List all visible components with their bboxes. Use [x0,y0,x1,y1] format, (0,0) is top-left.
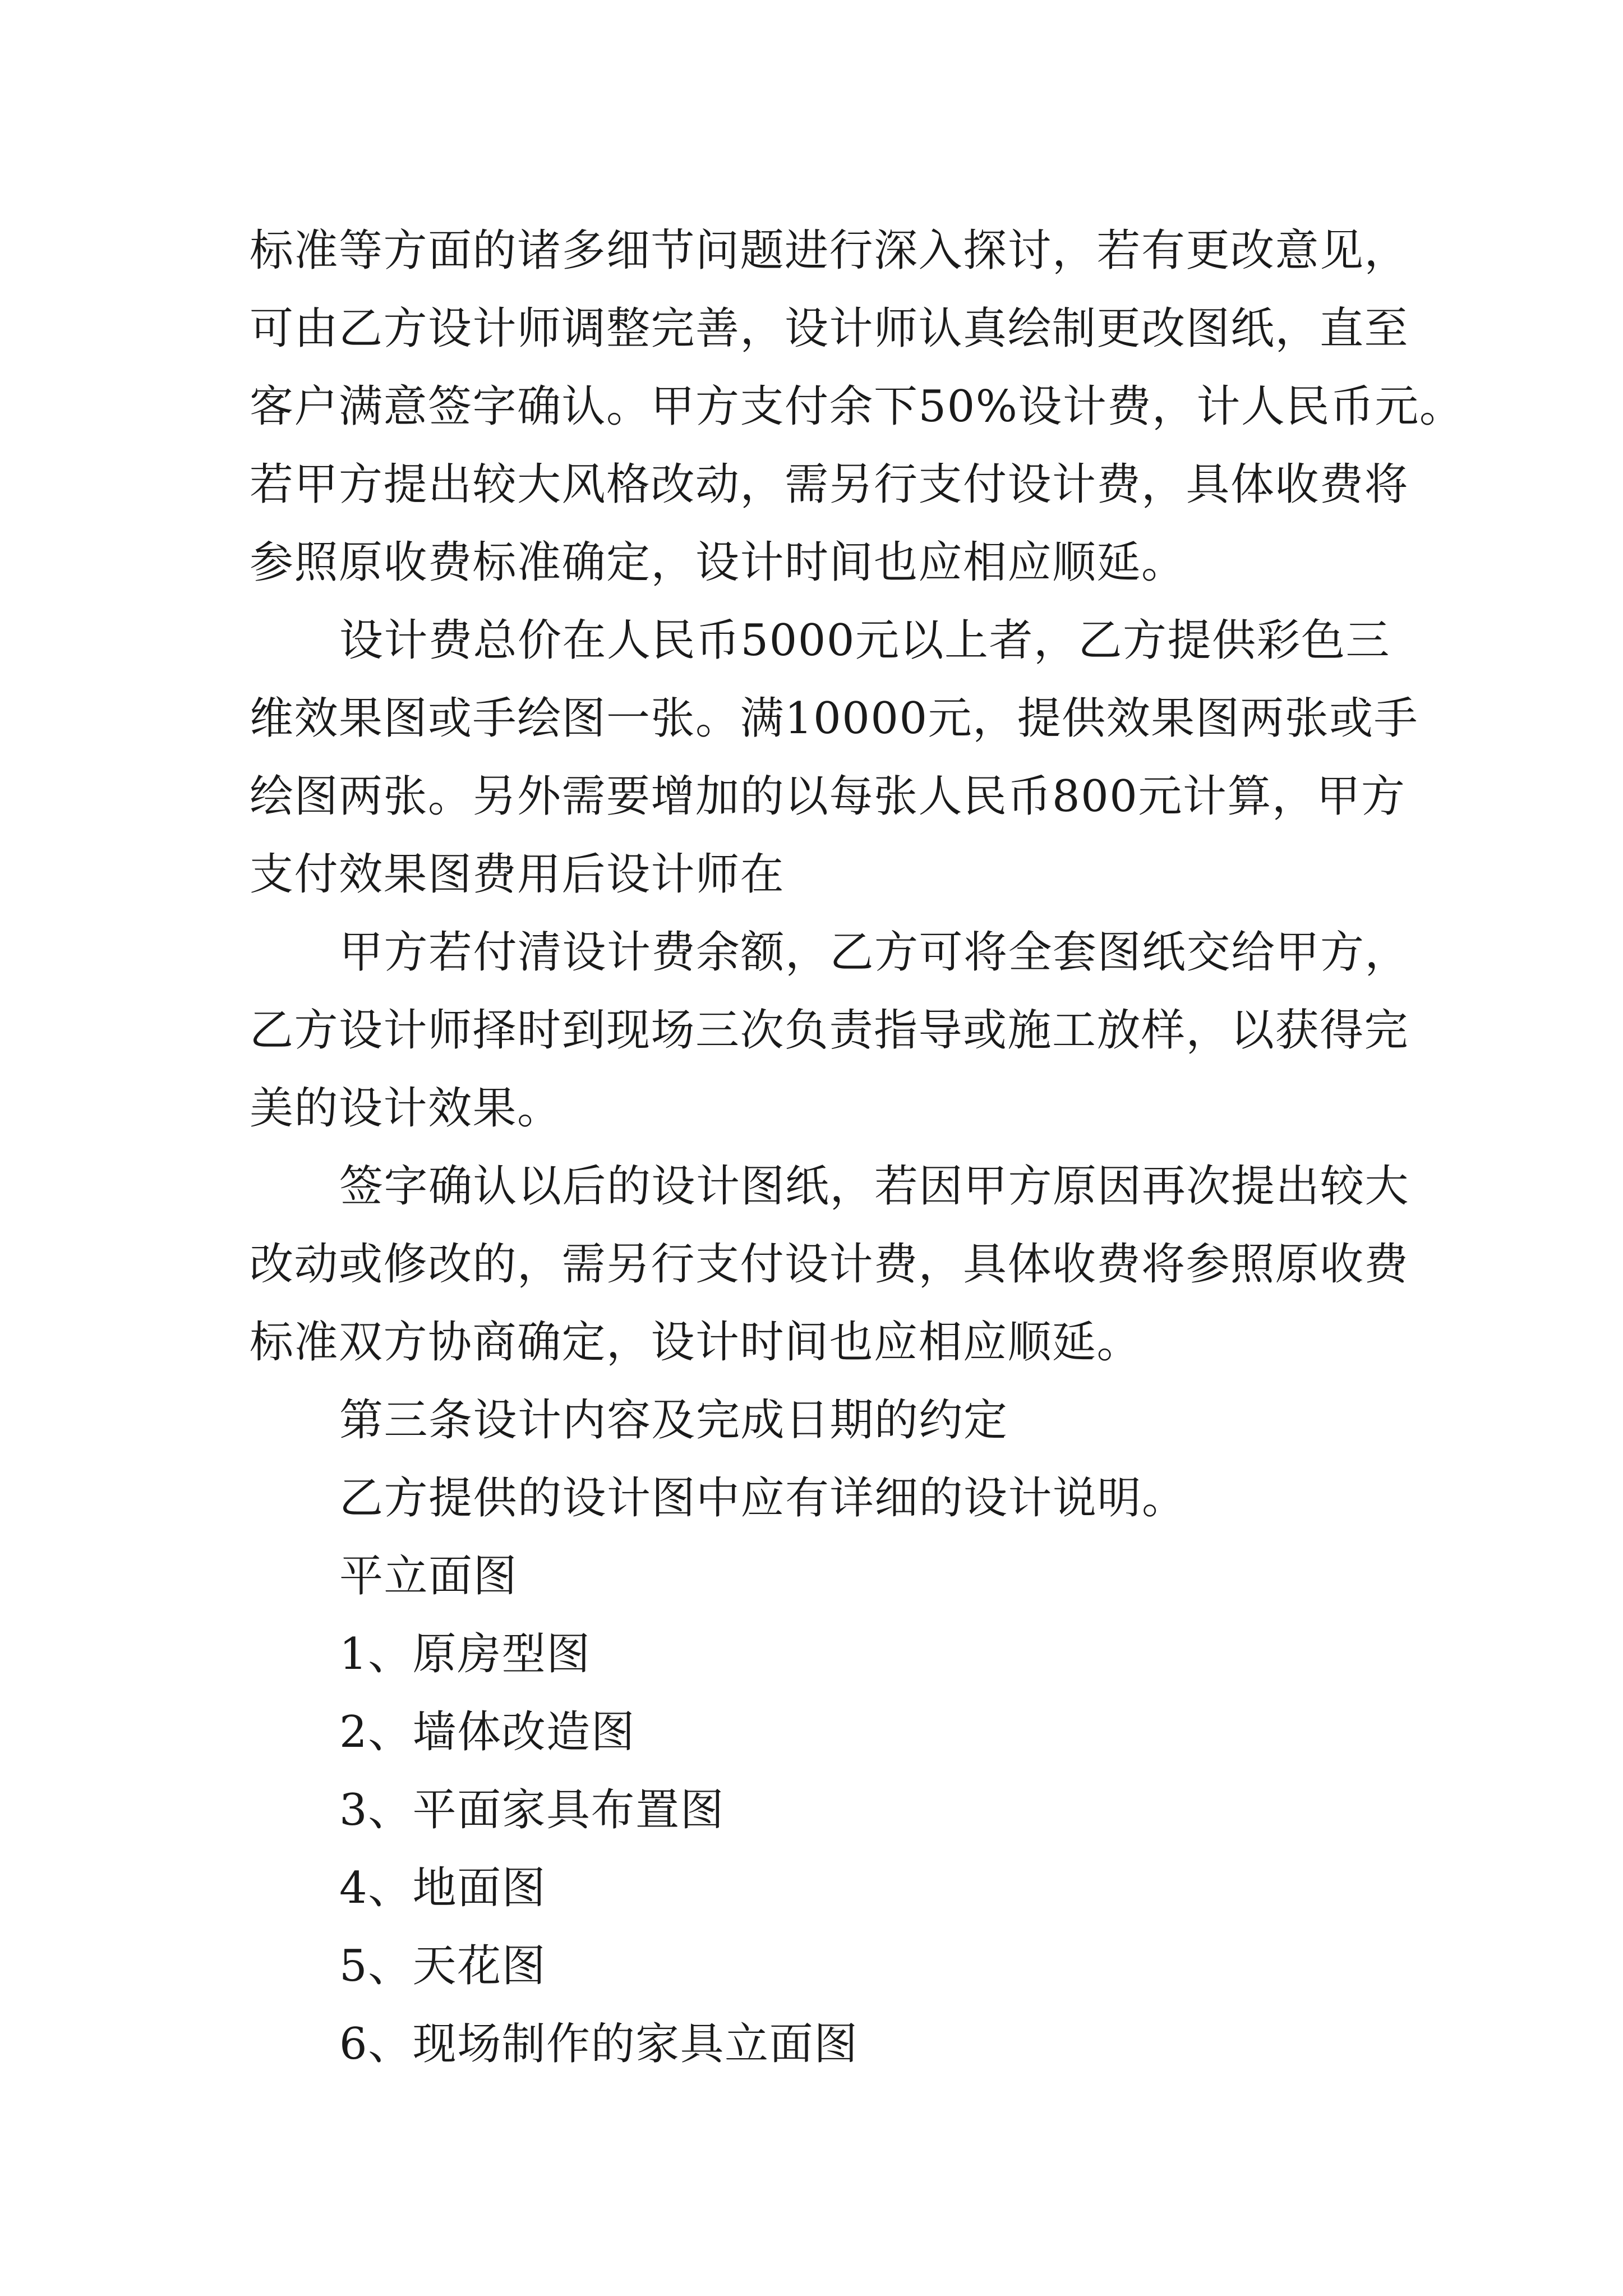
text-line: 第三条设计内容及完成日期的约定 [339,1395,1008,1446]
text-line: 若甲方提出较大风格改动，需另行支付设计费，具体收费将 [250,459,1409,510]
text-line: 标准双方协商确定，设计时间也应相应顺延。 [250,1317,1142,1368]
paragraph-drawings-delivery [250,914,1410,1148]
text-line: 5、天花图 [339,1941,547,1991]
list-item [250,1927,1399,2005]
text-line: 支付效果图费用后设计师在 [250,849,785,900]
text-line: 乙方提供的设计图中应有详细的设计说明。 [339,1473,1187,1524]
paragraph-rendering-fee [250,602,1419,914]
text-line: 1、原房型图 [339,1629,591,1680]
text-line: 4、地面图 [339,1863,547,1913]
text-line: 2、墙体改造图 [339,1707,636,1757]
subheading-plans-elevations [250,1538,1399,1616]
text-line: 可由乙方设计师调整完善，设计师认真绘制更改图纸，直至 [250,303,1409,354]
paragraph-fee-details [250,212,1464,602]
text-line: 6、现场制作的家具立面图 [339,2019,859,2069]
text-line: 设计费总价在人民币5000元以上者，乙方提供彩色三 [339,615,1391,666]
text-line: 乙方设计师择时到现场三次负责指导或施工放样，以获得完 [250,1005,1409,1056]
paragraph-design-description [250,1460,1399,1538]
text-line: 标准等方面的诸多细节问题进行深入探讨，若有更改意见， [250,226,1409,276]
section-heading-article-3 [250,1382,1399,1460]
list-item [250,1849,1399,1927]
text-line: 平立面图 [339,1551,518,1602]
list-item [250,1694,1399,1772]
text-line: 参照原收费标准确定，设计时间也应相应顺延。 [250,537,1186,588]
text-line: 绘图两张。另外需要增加的以每张人民币800元计算，甲方 [250,771,1406,822]
text-line: 甲方若付清设计费余额，乙方可将全套图纸交给甲方， [339,927,1410,978]
paragraph-revision-fee [250,1148,1410,1382]
list-item [250,1616,1399,1694]
document-body [250,212,1464,2083]
list-item [250,2005,1399,2083]
list-item [250,1772,1399,1849]
text-line: 3、平面家具布置图 [339,1785,725,1835]
text-line: 改动或修改的，需另行支付设计费，具体收费将参照原收费 [250,1239,1409,1290]
text-line: 美的设计效果。 [250,1083,562,1134]
text-line: 签字确认以后的设计图纸，若因甲方原因再次提出较大 [339,1161,1410,1212]
text-line: 维效果图或手绘图一张。满10000元，提供效果图两张或手 [250,693,1419,744]
text-line: 客户满意签字确认。甲方支付余下50%设计费，计人民币元。 [250,381,1464,432]
